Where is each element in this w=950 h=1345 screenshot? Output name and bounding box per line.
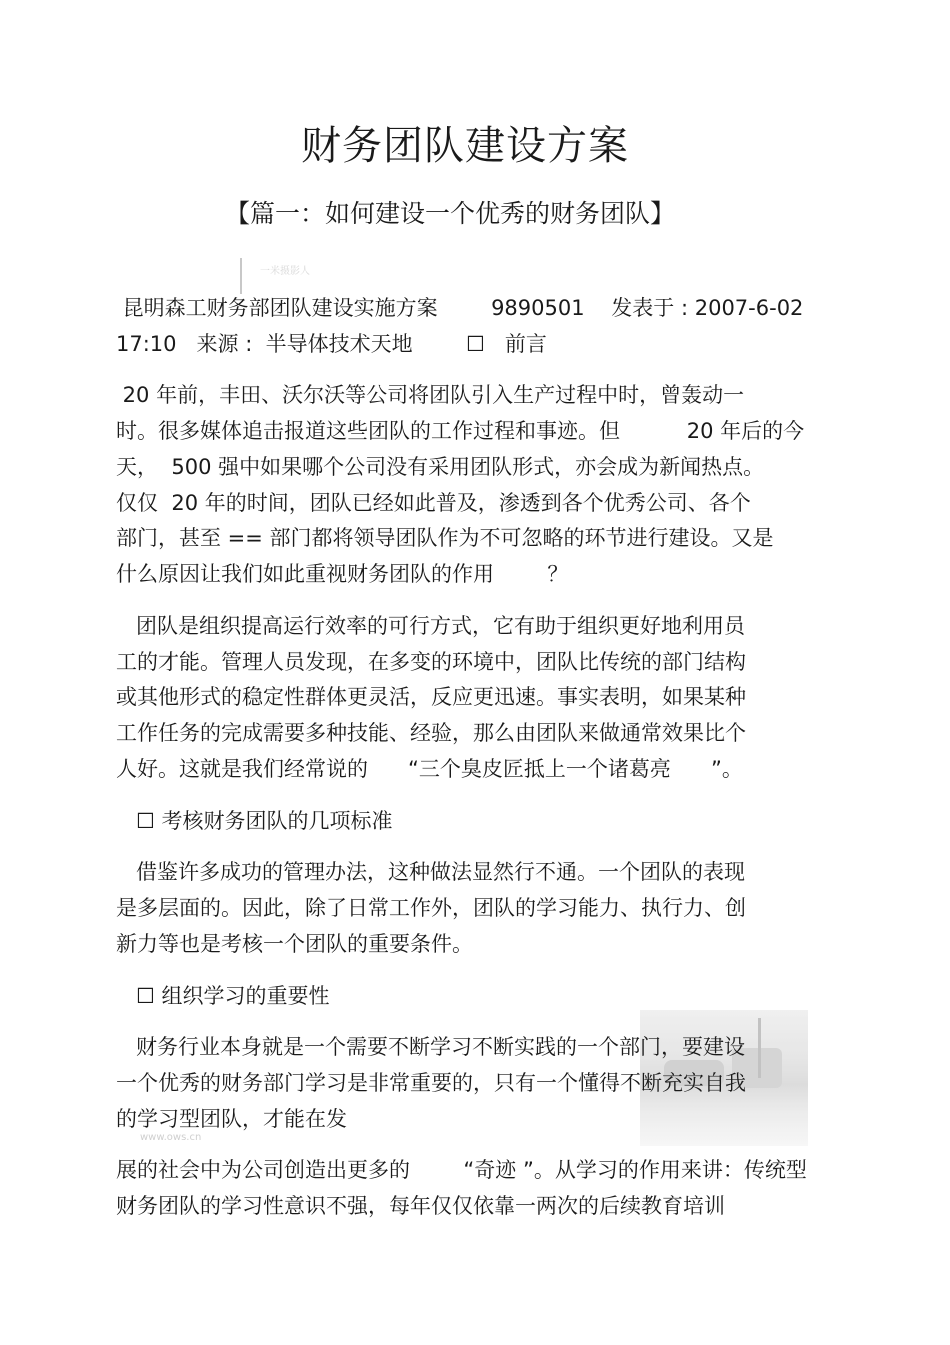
watermark-site-text: www.ows.cn <box>140 1132 202 1143</box>
watermark-text: 一米摄影人 <box>260 266 310 277</box>
body-line: 天， 500 强中如果哪个公司没有采用团队形式，亦会成为新闻热点。 <box>116 455 765 479</box>
body-line: 工的才能。管理人员发现，在多变的环境中，团队比传统的部门结构 <box>116 650 746 674</box>
document-subtitle: 【篇一：如何建设一个优秀的财务团队】 <box>224 199 675 228</box>
watermark-bar <box>240 258 242 294</box>
body-line: 部门，甚至 == 部门都将领导团队作为不可忽略的环节进行建设。又是 <box>116 526 774 550</box>
watermark-mark <box>240 258 310 298</box>
body-line: 时。很多媒体追击报道这些团队的工作过程和事迹。但 20 年后的今 <box>116 419 805 443</box>
photo-shape <box>758 1018 761 1078</box>
section-heading: ☐ 考核财务团队的几项标准 <box>116 809 393 833</box>
body-line: 财务团队的学习性意识不强，每年仅仅依靠一两次的后续教育培训 <box>116 1194 725 1218</box>
body-line: 的学习型团队，才能在发 <box>116 1107 347 1131</box>
body-line: 人好。这就是我们经常说的 “三个臭皮匠抵上一个诸葛亮 ”。 <box>116 757 743 781</box>
body-line: 展的社会中为公司创造出更多的 “奇迹 ”。从学习的作用来讲：传统型 <box>116 1158 807 1182</box>
body-line: 团队是组织提高运行效率的可行方式，它有助于组织更好地利用员 <box>116 614 746 638</box>
body-line: 17:10 来源 : 半导体技术天地 ☐ 前言 <box>116 332 547 356</box>
body-line: 什么原因让我们如此重视财务团队的作用 ？ <box>116 562 569 586</box>
body-line: 或其他形式的稳定性群体更灵活，反应更迅速。事实表明，如果某种 <box>116 685 746 709</box>
body-line: 财务行业本身就是一个需要不断学习不断实践的一个部门，要建设 <box>116 1035 746 1059</box>
body-line: 工作任务的完成需要多种技能、经验，那么由团队来做通常效果比个 <box>116 721 746 745</box>
document-title: 财务团队建设方案 <box>301 123 629 169</box>
body-line: 借鉴许多成功的管理办法，这种做法显然行不通。一个团队的表现 <box>116 860 746 884</box>
body-line: 新力等也是考核一个团队的重要条件。 <box>116 932 473 956</box>
body-line: 一个优秀的财务部门学习是非常重要的，只有一个懂得不断充实自我 <box>116 1071 746 1095</box>
section-heading: ☐ 组织学习的重要性 <box>116 984 330 1008</box>
body-line: 昆明森工财务部团队建设实施方案 9890501 发表于 : 2007-6-02 <box>116 296 804 320</box>
body-line: 是多层面的。因此，除了日常工作外，团队的学习能力、执行力、创 <box>116 896 746 920</box>
body-line: 20 年前，丰田、沃尔沃等公司将团队引入生产过程中时，曾轰动一 <box>116 383 745 407</box>
body-line: 仅仅 20 年的时间，团队已经如此普及，渗透到各个优秀公司、各个 <box>116 491 751 515</box>
